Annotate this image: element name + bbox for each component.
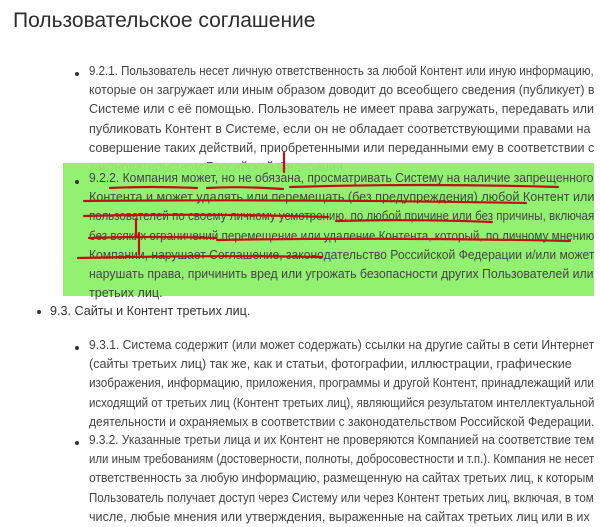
clause-line: без всяких ограничений перемещение или удаление Контента, который, по личному мнению	[89, 228, 595, 243]
clause-line: изображения, информацию, приложения, программы и другой Контент, принадлежащий или	[89, 376, 594, 391]
clause-line: 9.3.1. Система содержит (или может содержать) ссылки на другие сайты в сети Интернет	[89, 338, 595, 352]
clause-line: Контента и может удалять или перемещать (без предупреждения) любой Контент или	[89, 190, 595, 205]
clause-9-2-1	[89, 62, 595, 177]
clause-line: 9.3.2. Указанные третьи лица и их Контент не проверяются Компанией на соответствие тем	[89, 433, 595, 447]
clause-9-3-1	[89, 336, 595, 432]
clause-line: нарушать права, причинить вред или угрожать безопасности других Пользователей или	[89, 267, 594, 282]
clause-line: совершение таких действий, приобретенными или переданными ему в соответствии с	[89, 140, 595, 155]
clause-line: 9.2.1. Пользователь несет личную ответственность за любой Контент или иную информацию,	[89, 64, 594, 78]
page-title: Пользовательское соглашение	[13, 9, 316, 32]
clause-line: или иным требованиям (достоверности, полноты, добросовестности и т.п.). Компания не несет	[89, 452, 595, 467]
clause-line: числе, любые мнения или утверждения, выраженные на сайтах третьих лиц или в их	[89, 509, 590, 524]
clause-9-3-2	[89, 431, 595, 527]
bullet-9-3-1	[75, 346, 79, 350]
clause-line: публиковать Контент в Системе, если он не обладает соответствующими правами на	[89, 121, 591, 136]
clause-9-2-2	[89, 169, 595, 303]
bullet-9-2-2	[75, 180, 79, 184]
clause-line: 9.2.2. Компания может, но не обязана, просматривать Систему на наличие запрещенного	[89, 171, 594, 185]
clause-line: третьих лиц.	[89, 286, 163, 301]
clause-line: исходящий от третьих лиц (Контент третьих лиц), являющийся результатом интеллектуальной	[89, 395, 595, 410]
clause-line: деятельности и охраняемых в соответствии с законодательством Российской Федерации.	[89, 414, 595, 429]
clause-line: Системе или с её помощью. Пользователь не имеет права загружать, передавать или	[89, 102, 594, 117]
clause-line: Компании, нарушает Соглашение, законодательство Российской Федерации и/или может	[89, 247, 595, 262]
clause-line: (сайты третьих лиц) так же, как и статьи, фотографии, иллюстрации, графические	[89, 357, 572, 372]
bullet-9-3	[37, 310, 41, 314]
clause-line: ответственность за любую информацию, размещенную на сайтах третьих лиц, к которым	[89, 471, 594, 486]
bullet-9-3-2	[75, 441, 79, 445]
bullet-9-2-1	[75, 72, 79, 76]
clause-line: пользователей по своему личному усмотрению, по любой причине или без причины, включая	[89, 209, 595, 224]
section-heading-9-3: 9.3. Сайты и Контент третьих лиц.	[50, 304, 251, 318]
clause-line: Пользователь получает доступ через Систему или через Контент третьих лиц, включая, в том	[89, 490, 594, 505]
clause-line: которые он загружает или иным образом доводит до всеобщего сведения (публикует) в	[89, 83, 595, 98]
